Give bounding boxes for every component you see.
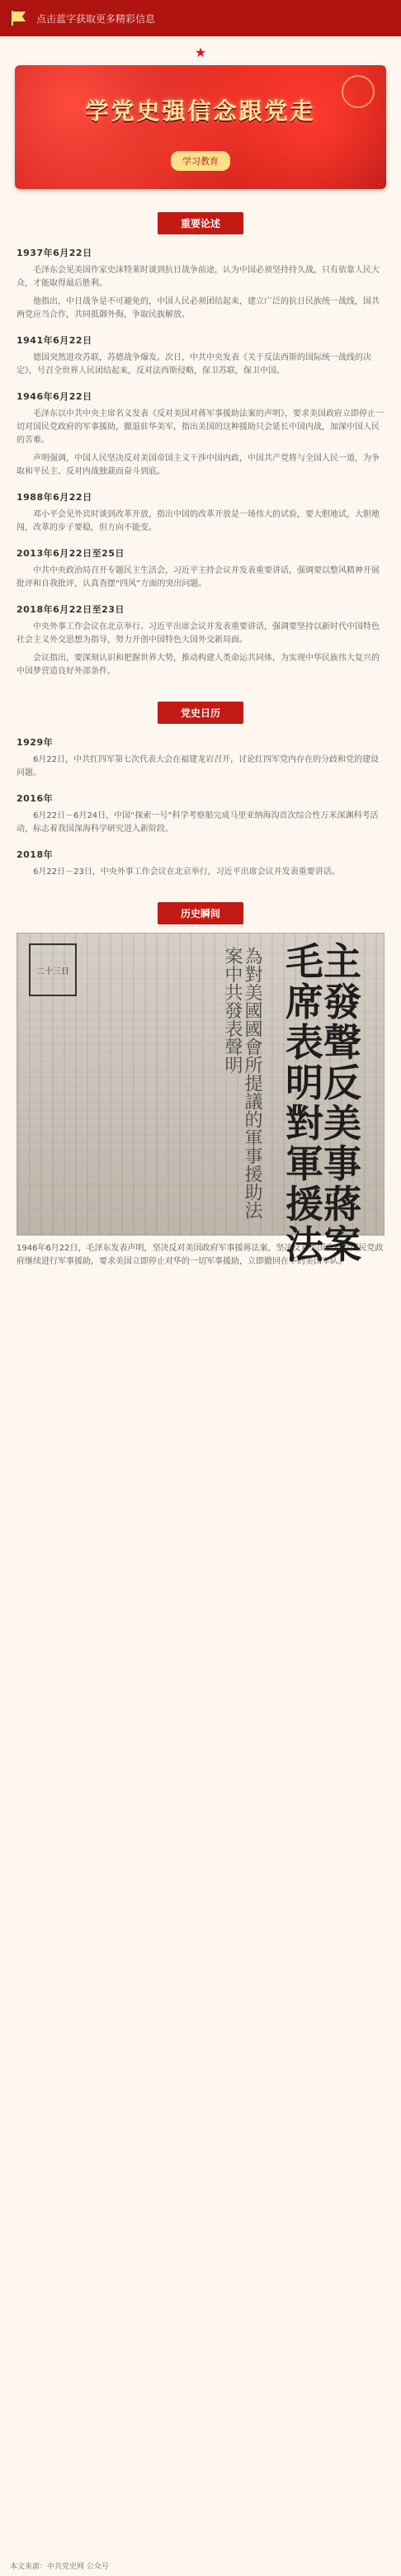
- essay-date: 2013年6月22日至25日: [17, 548, 125, 559]
- section-tab-events: 党史日历: [158, 702, 243, 724]
- essay-paragraph: 毛泽东会见美国作家史沫特莱时谈到抗日战争前途，认为中国必须坚持持久战，只有依靠人民大众，才能取得最后胜利。: [17, 266, 380, 288]
- essay-paragraph: 邓小平会见外宾时谈到改革开放，指出中国的改革开放是一场伟大的试验，要大胆地试，大胆地闯，改革的步子要稳，但方向不能变。: [17, 510, 380, 532]
- essay-date: 1988年6月22日: [17, 492, 92, 503]
- top-banner-text: 点击蓝字获取更多精彩信息: [36, 12, 156, 25]
- essay-date: 2018年6月22日至23日: [17, 604, 125, 615]
- essay-date: 1941年6月22日: [17, 335, 92, 346]
- essay-paragraph: 声明强调，中国人民坚决反对美国帝国主义干涉中国内政，中国共产党将与全国人民一道，为争取和平民主、反对内战独裁而奋斗到底。: [17, 454, 380, 476]
- photo-headline: 毛主席發表聲明反對美軍事援蔣法案: [285, 939, 361, 1267]
- event-text: 6月22日－23日，中央外事工作会议在北京举行，习近平出席会议并发表重要讲话。: [33, 867, 340, 877]
- essay-paragraph: 毛泽东以中共中央主席名义发表《反对美国对蒋军事援助法案的声明》，要求美国政府立即停止一切对国民党政府的军事援助，撤退驻华美军，指出美国的这种援助只会延长中国内战，加深中国人民的苦难。: [17, 409, 384, 445]
- event-text: 6月22日，中共红四军第七次代表大会在福建龙岩召开，讨论红四军党内存在的分歧和党的建设问题。: [17, 755, 380, 778]
- essay-paragraph: 会议指出，要深刻认识和把握世界大势，推动构建人类命运共同体，为实现中华民族伟大复兴的中国梦营造良好外部条件。: [17, 654, 380, 676]
- essays-content: [0, 246, 401, 678]
- flag-icon: [10, 9, 28, 27]
- event-date: 2018年: [17, 849, 54, 860]
- events-content: [0, 735, 401, 879]
- essay-item: [17, 333, 384, 378]
- event-text: 6月22日－6月24日，中国“探索一号”科学考察船完成马里亚纳海沟首次综合性万米深渊科考活动，标志着我国深海科学研究进入新阶段。: [17, 811, 379, 834]
- event-item: [17, 735, 384, 780]
- hero-section: [0, 36, 401, 189]
- event-item: [17, 848, 384, 879]
- essay-item: [17, 390, 384, 479]
- hero-banner: [15, 65, 386, 189]
- footer-source: 本文来源：中共党史网 公众号: [10, 2563, 109, 2571]
- essay-paragraph: 他指出，中日战争是不可避免的，中国人民必须团结起来，建立广泛的抗日民族统一战线，国共两党应当合作，共同抵御外侮，争取民族解放。: [17, 297, 380, 319]
- essay-paragraph: 德国突然进攻苏联，苏德战争爆发。次日，中共中央发表《关于反法西斯的国际统一战线的决定》，号召全世界人民团结起来，反对法西斯侵略，保卫苏联，保卫中国。: [17, 353, 371, 376]
- event-item: [17, 792, 384, 836]
- event-date: 1929年: [17, 737, 54, 748]
- photo-date-box: 二十三日: [29, 943, 77, 996]
- essay-paragraph: 中共中央政治局召开专题民主生活会，习近平主持会议并发表重要讲话，强调要以整风精神开展批评和自我批评，认真查摆“四风”方面的突出问题。: [17, 566, 380, 588]
- essay-item: [17, 490, 384, 535]
- essay-item: [17, 603, 384, 678]
- essay-item: [17, 246, 384, 322]
- essay-paragraph: 中央外事工作会议在北京举行。习近平出席会议并发表重要讲话，强调要坚持以新时代中国特色社会主义外交思想为指导，努力开创中国特色大国外交新局面。: [17, 622, 380, 645]
- star-icon: ★: [194, 45, 207, 60]
- essay-item: [17, 546, 384, 591]
- section-tab-history: 历史瞬间: [158, 902, 243, 924]
- photo-caption: 1946年6月22日，毛泽东发表声明，坚决反对美国政府军事援蒋法案，坚决反对美国政府对国民党政府继续进行军事援助，要求美国立即停止对华的一切军事援助，立即撤回在华的美国军队。: [17, 1244, 384, 1266]
- essay-date: 1937年6月22日: [17, 248, 92, 258]
- photo-side-text: 為對美國國會所提議的軍事援助法案中共發表聲明: [222, 947, 262, 1219]
- event-date: 2016年: [17, 793, 54, 804]
- top-banner[interactable]: [0, 0, 401, 36]
- essay-date: 1946年6月22日: [17, 391, 92, 402]
- section-tab-essays: 重要论述: [158, 212, 243, 234]
- hero-subtitle: 学习教育: [171, 151, 230, 171]
- hero-title: 学党史强信念跟党走: [85, 97, 316, 125]
